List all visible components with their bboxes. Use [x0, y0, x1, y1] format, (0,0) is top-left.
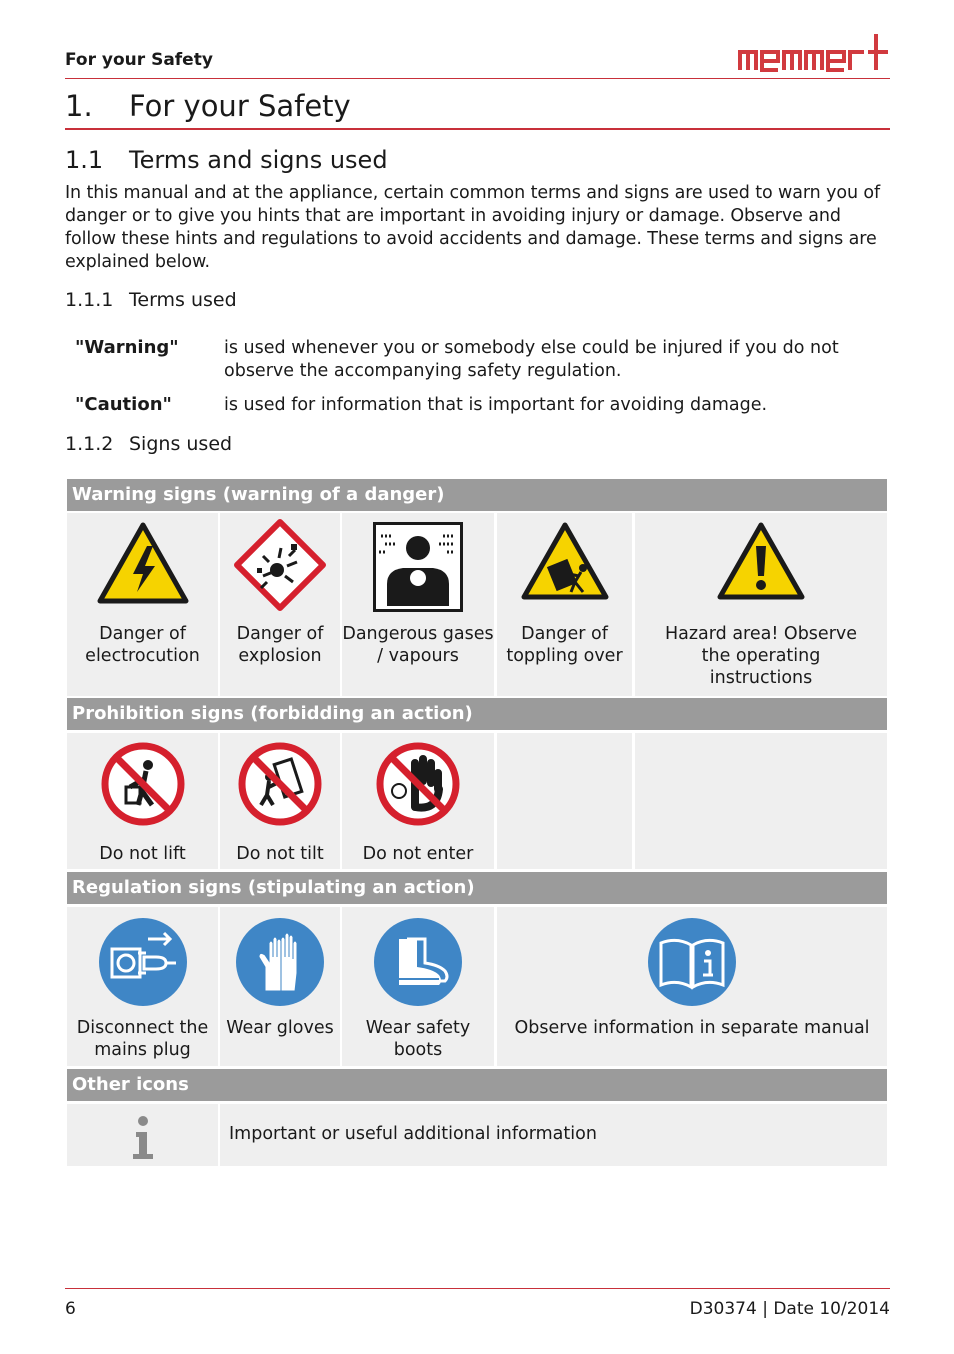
- warning-label-gases: Dangerous gases / vapours: [342, 624, 494, 666]
- regulation-cell-manual: [497, 907, 887, 1066]
- title-rule: [65, 128, 890, 130]
- other-cell-text: [220, 1104, 887, 1166]
- document-id-date: D30374 | Date 10/2014: [689, 1299, 890, 1319]
- regulation-cell-plug: [67, 907, 218, 1066]
- explosion-warning-icon: [233, 518, 327, 612]
- other-label-info: Important or useful additional information: [229, 1124, 597, 1144]
- regulation-label-boots: Wear safety boots: [365, 1018, 471, 1060]
- regulation-label-plug: Disconnect the mains plug: [76, 1018, 209, 1060]
- prohibition-cell-tilt: [220, 733, 340, 869]
- regulation-label-manual: Observe information in separate manual: [514, 1018, 870, 1038]
- prohibition-label-tilt: Do not tilt: [236, 844, 324, 864]
- other-icons-band: Other icons: [67, 1069, 887, 1101]
- warning-label-hazard: Hazard area! Observe the operating instructions: [664, 624, 858, 688]
- prohibition-signs-band: Prohibition signs (forbidding an action): [67, 698, 887, 730]
- warning-cell-gases: [342, 513, 494, 696]
- term-warning-definition: is used whenever you or somebody else could be injured if you do not observe the accompanying safety regulation.: [224, 338, 839, 381]
- term-caution-definition: is used for information that is important for avoiding damage.: [224, 395, 768, 415]
- warning-label-toppling: Danger of toppling over: [506, 624, 623, 666]
- running-header: For your Safety: [65, 50, 213, 70]
- page-title: 1. For your Safety: [65, 89, 351, 123]
- intro-paragraph: In this manual and at the appliance, certain common terms and signs are used to warn you of danger or to give you hints that are important in avoiding injury or damage. Observe and follow these hints and regulations to avoid accidents and damage. These terms and signs are explained below.: [65, 183, 881, 272]
- other-cell-icon: [67, 1104, 218, 1166]
- safety-boots-icon: [373, 917, 463, 1007]
- prohibition-cell-enter: [342, 733, 494, 869]
- regulation-cell-boots: [342, 907, 494, 1066]
- warning-label-electrocution: Danger of electrocution: [85, 624, 200, 666]
- read-manual-icon: [647, 917, 737, 1007]
- toxic-gas-warning-icon: [373, 522, 463, 612]
- section-heading: 1.1 Terms and signs used: [65, 146, 388, 174]
- no-tilting-icon: [237, 741, 323, 827]
- general-hazard-warning-icon: [717, 522, 805, 600]
- header-rule: [65, 78, 890, 79]
- warning-cell-toppling: [497, 513, 632, 696]
- no-entry-icon: [375, 741, 461, 827]
- warning-cell-electrocution: [67, 513, 218, 696]
- warning-label-explosion: Danger of explosion: [236, 624, 324, 666]
- term-caution: "Caution": [75, 394, 172, 415]
- regulation-signs-band: Regulation signs (stipulating an action): [67, 872, 887, 904]
- regulation-cell-gloves: [220, 907, 340, 1066]
- footer-rule: [65, 1288, 890, 1289]
- warning-signs-band: Warning signs (warning of a danger): [67, 479, 887, 511]
- term-warning: "Warning": [75, 337, 179, 358]
- regulation-label-gloves: Wear gloves: [226, 1018, 334, 1038]
- info-icon: [128, 1116, 158, 1160]
- terms-heading: 1.1.1 Terms used: [65, 289, 237, 311]
- wear-gloves-icon: [235, 917, 325, 1007]
- disconnect-plug-icon: [98, 917, 188, 1007]
- warning-cell-hazard: [635, 513, 887, 696]
- page-number: 6: [65, 1299, 76, 1319]
- high-voltage-warning-icon: [97, 522, 189, 604]
- toppling-warning-icon: [521, 522, 609, 600]
- signs-heading: 1.1.2 Signs used: [65, 433, 233, 455]
- memmert-logo: [738, 32, 890, 72]
- warning-cell-explosion: [220, 513, 340, 696]
- prohibition-label-lift: Do not lift: [99, 844, 186, 864]
- prohibition-cell-empty-2: [635, 733, 887, 869]
- no-lifting-icon: [100, 741, 186, 827]
- prohibition-cell-lift: [67, 733, 218, 869]
- prohibition-label-enter: Do not enter: [362, 844, 474, 864]
- prohibition-cell-empty-1: [497, 733, 632, 869]
